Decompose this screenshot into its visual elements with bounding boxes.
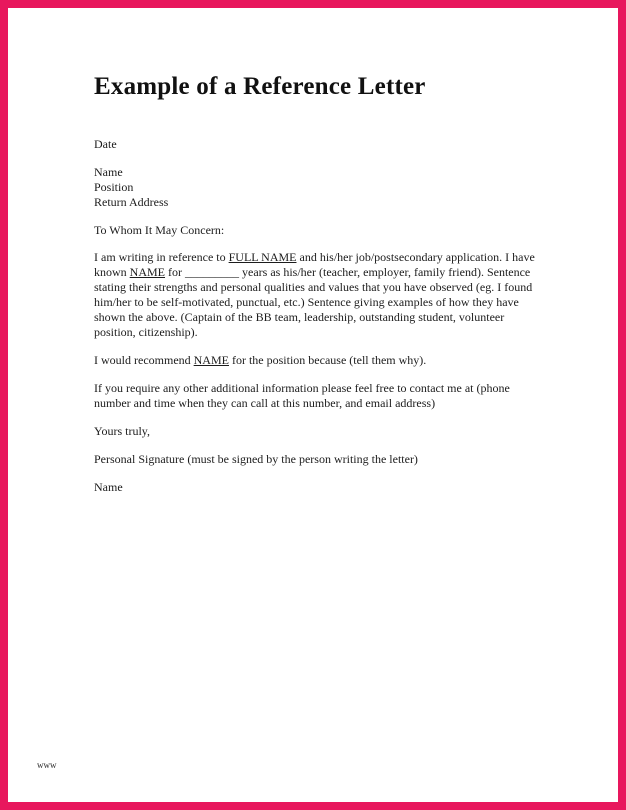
address-line-return-address: Return Address — [94, 195, 169, 209]
letter-body — [94, 8, 542, 495]
p1-text-1: I am writing in reference to — [94, 250, 229, 264]
name-placeholder: NAME — [129, 265, 166, 279]
full-name-placeholder: FULL NAME — [228, 250, 297, 264]
p2-text-1: I would recommend — [94, 353, 194, 367]
address-line-name: Name — [94, 165, 123, 179]
salutation: To Whom It May Concern: — [94, 223, 225, 237]
watermark-text: www — [37, 760, 57, 770]
closing: Yours truly, — [94, 424, 151, 438]
page-title: Example of a Reference Letter — [94, 73, 426, 100]
address-block — [94, 165, 542, 210]
blank-line: _________ — [185, 265, 240, 279]
signature-note: Personal Signature (must be signed by the person writing the letter) — [94, 452, 418, 466]
address-line-position: Position — [94, 180, 134, 194]
p1-text-4: years as his/her (teacher, employer, family friend). Sentence stating their strengths and personal qualities and values that you have observed (eg. I found him/her to be self-motivated, punctual, etc.) Sentence giving examples of how they have shown the above. (Captain of the BB team, leadership, outstanding student, volunteer position, citizenship). — [94, 265, 533, 339]
paragraph-contact-info: If you require any other additional information please feel free to contact me at (phone number and time when they can call at this number, and email address) — [94, 381, 510, 410]
p1-text-2: and his/her job/postsecondary application. I have known — [94, 250, 535, 279]
p2-text-2: for the position because (tell them why). — [228, 353, 427, 367]
date-placeholder: Date — [94, 137, 117, 151]
name-placeholder-2: NAME — [193, 353, 229, 367]
name-line: Name — [94, 480, 123, 494]
paragraph-introduction — [94, 250, 542, 340]
paragraph-recommendation — [94, 353, 542, 368]
p1-text-3: for — [165, 265, 186, 279]
